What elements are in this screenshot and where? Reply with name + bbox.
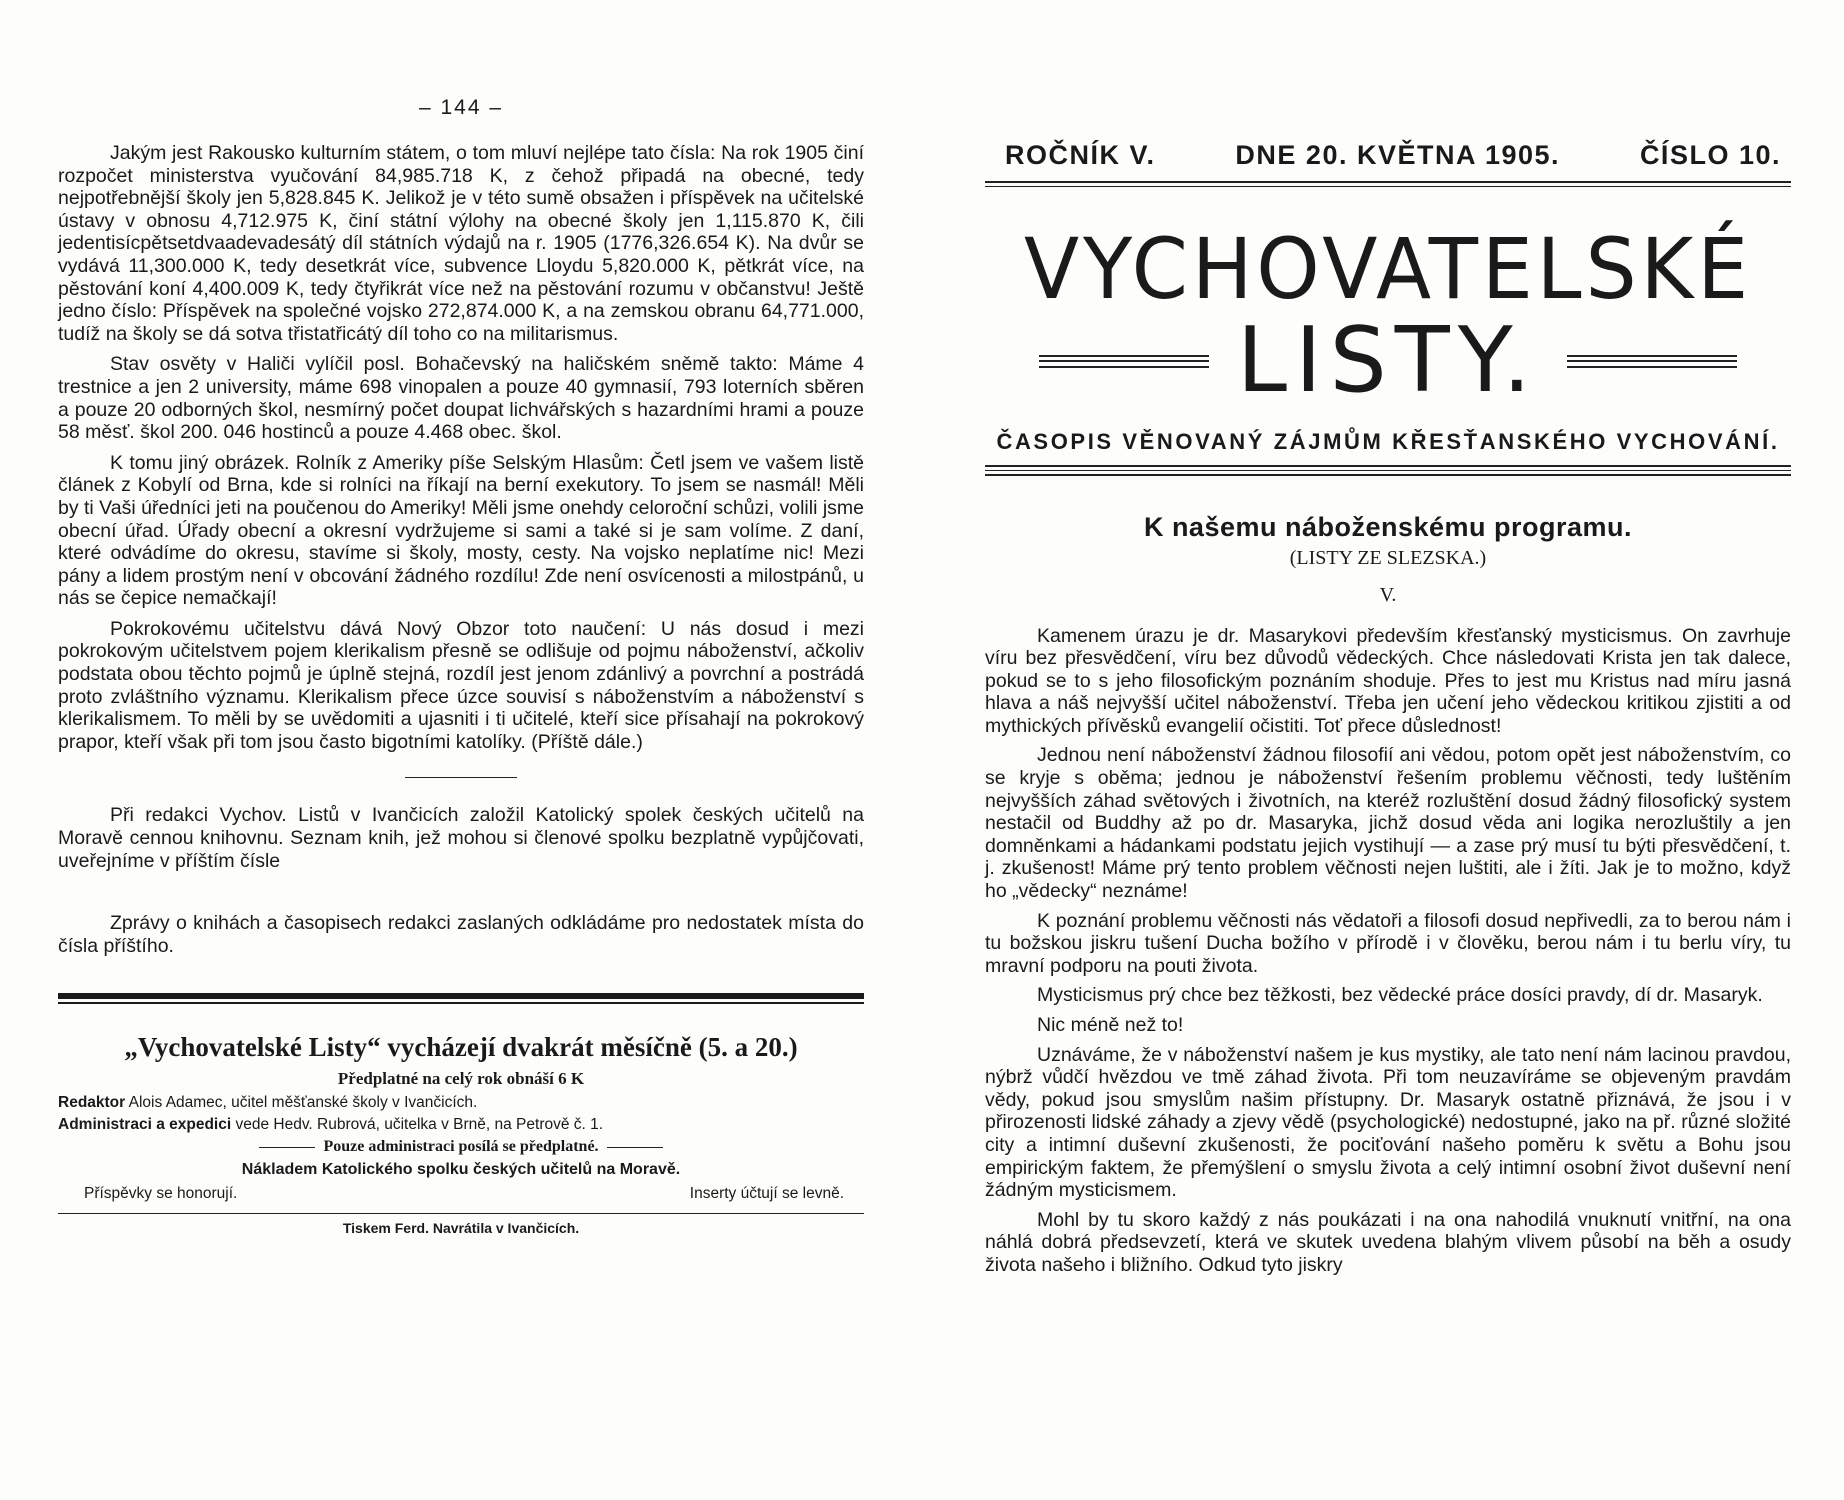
divider: [58, 1002, 864, 1004]
masthead-subtitle: ČASOPIS VĚNOVANÝ ZÁJMŮM KŘESŤANSKÉHO VYCHOVÁNÍ.: [996, 429, 1780, 454]
divider: [985, 470, 1791, 472]
paragraph: K tomu jiný obrázek. Rolník z Ameriky píše Selským Hlasům: Četl jsem ve vašem listě článek z Kobylí od Brna, kde si rolníci na říkají na berní exekutory. To jsem se nasmál! Měli by ti Vaši úředníci jeti na poučenou do Ameriky! Měli jsme onehdy celoroční schůzi, volili jsme obecní úřad. Úřady obecní a okresní vydržujeme si sami a také si je sam volíme. Z daní, které odvádíme do okresu, stavíme si školy, mosty, cesty. Na vojsko neplatíme nic! Mezi pány a lidem prostým není v obcování žádného rozdílu! Zde není osvícenosti a milostpánů, u nás se čepice nemačkají!: [58, 451, 865, 610]
subscriptions-note-line: [58, 1138, 864, 1156]
divider: [985, 181, 1791, 183]
printer-imprint: Tiskem Ferd. Navrátila v Ivančicích.: [342, 1220, 580, 1237]
separator: [405, 777, 517, 778]
ads-note: Inserty účtují se levně.: [689, 1184, 844, 1202]
contributions-note: Příspěvky se honorují.: [84, 1184, 238, 1202]
admin-line: [58, 1116, 864, 1134]
paragraph: K poznání problemu věčnosti nás vědatoři a filosofi dosud nepřivedli, za to berou nám i tu božskou jiskru tušení Ducha božího v přírodě i v člověku, berou nám i tu berlu víry, tu mravní podporu na pouti života.: [985, 909, 1791, 977]
box-title: „Vychovatelské Listy“ vycházejí dvakrát měsíčně (5. a 20.): [124, 1031, 798, 1062]
masthead-line2: [985, 308, 1791, 413]
reviews-notice: Zprávy o knihách a časopisech redakci zaslaných odkládáme pro nedostatek místa do čísla příštího.: [58, 912, 864, 957]
issue-header: [985, 140, 1791, 171]
admin-text: vede Hedv. Rubrová, učitelka v Brně, na Petrově č. 1.: [235, 1115, 604, 1133]
admin-label: Administraci a expedici: [58, 1115, 232, 1133]
editor-line: [58, 1094, 864, 1112]
article-title: K našemu náboženskému programu.: [1143, 511, 1633, 542]
subscriptions-note: Pouze administraci posílá se předplatné.: [323, 1137, 599, 1155]
paragraph: Mohl by tu skoro každý z nás poukázati i na ona nahodilá vnuknutí vnitřní, na ona náhlá dobrá předsevzetí, která ve skutek uvedena blahým vlivem působí na běh a osudy života našeho i bližního. Odkud tyto jiskry: [985, 1208, 1791, 1276]
paragraph: Nic méně než to!: [1037, 1014, 1184, 1036]
page-number: – 144 –: [418, 96, 504, 119]
article-part: V.: [1379, 583, 1397, 606]
paragraph: Jednou není náboženství žádnou filosofií ani vědou, potom opět jest náboženstvím, co se kryje s oběma; jednou je náboženství řešením problemu věčnosti, tedy luštěním nejvyšších záhad světových i životních, na kteréž rozluštění dosud žádný filosofický system nestačil od Buddhy až po dr. Masaryka, jichž dosud věda ani logika nerozluštily a jen domněnkami a hádankami podstatu jejich vystihují — a zase prý musí tu býti přesvědčení, t. j. zkušenost! Máme prý tento problem věčnosti nejen luštiti, ale i žíti. Jak je to možno, když ho „vědecky“ neznáme!: [985, 744, 1791, 903]
rule: [259, 1147, 315, 1148]
article-subtitle: (LISTY ZE SLEZSKA.): [1289, 546, 1487, 569]
fees-row: [84, 1185, 844, 1203]
masthead-title-2: LISTY.: [1236, 308, 1540, 413]
subscription-box: [58, 1032, 864, 1237]
subscription-price: Předplatné na celý rok obnáší 6 K: [337, 1068, 585, 1088]
issue-date: DNE 20. KVĚTNA 1905.: [1235, 140, 1561, 170]
ornamental-rule: [1039, 355, 1209, 368]
volume: ROČNÍK V.: [1005, 140, 1156, 170]
rule: [607, 1147, 663, 1148]
paragraph: Mysticismus prý chce bez těžkosti, bez vědecké práce dosíci pravdy, dí dr. Masaryk.: [1037, 984, 1763, 1007]
divider: [985, 186, 1791, 188]
paragraph: Jakým jest Rakousko kulturním státem, o tom mluví nejlépe tato čísla: Na rok 1905 činí rozpočet ministerstva vyučování 84,985.718 K, z čehož připadá na obecné, tedy nejpotřebnější školy jen 5,828.845 K. Jelikož je v této sumě obsažen i příspěvek na učitelské ústavy v obnosu 4,712.975 K, činí státní výlohy na obecné školy jen 1,115.870 K, čili jedentisícpětsetdvaadevadesátý díl státních výdajů na r. 1905 (1776,326.654 K). Na dvůr se vydává 11,300.000 K, tedy desetkrát více, subvence Lloydu 5,820.000 K, pětkrát více, na pěstování koní 4,400.009 K, tedy čtyřikrát více než na pěstování rozumu v občanstvu! Ještě jedno číslo: Příspěvek na společné vojsko 272,874.000 K, a na zemskou obranu 64,771.000, tudíž na školy se dá sotva třistatřicátý díl toho co na militarismus.: [58, 142, 864, 345]
divider: [985, 465, 1791, 467]
left-page: [58, 96, 864, 1236]
ornamental-rule: [1567, 355, 1737, 368]
editor-text: Alois Adamec, učitel měšťanské školy v Ivančicích.: [128, 1093, 478, 1111]
publisher: Nákladem Katolického spolku českých učitelů na Moravě.: [241, 1160, 681, 1178]
paragraph: Uznáváme, že v náboženství našem je kus mystiky, ale tato není nám lacinou pravdou, nýbrž vůdčí hvězdou ve tmě záhad života. Při tom neuzavíráme se objeveným pravdám vědy, pokud jsou smyslům našim přístupny. Dr. Masaryk ostatně přiznává, že jsou i v přirozenosti lidské záhady a zjevy vědě (psychologické) nedostupné, jako na př. různé složité city a intimní duševní zkušenosti, že pociťování našeho poměru k světu a Bohu jsou empirickým faktem, že přemýšlení o smyslu života a celý intimní osobní život duševní není žádným mysticismem.: [985, 1043, 1791, 1202]
issue-number: ČÍSLO 10.: [1639, 140, 1781, 170]
masthead-title: VYCHOVATELSKÉ: [1023, 220, 1753, 318]
paragraph: Kamenem úrazu je dr. Masarykovi především křesťanský mysticismus. On zavrhuje víru bez přesvědčení, víru bez důvodů vědeckých. Chce následovati Krista jen tak dalece, pokud se to s jeho filosofickým poznáním shoduje. Přes to jest mu Kristus nad míru jasná hlava a náš nejvyšší učitel náboženství. Třeba jen učení jeho vědeckou kritikou zjistiti a od mythických přívěsků evangelií očistiti. Toť přece důslednost!: [985, 624, 1791, 737]
library-notice: Při redakci Vychov. Listů v Ivančicích založil Katolický spolek českých učitelů na Moravě cennou knihovnu. Seznam knih, jež mohou si členové spolku bezplatně vypůjčovati, uveřejníme v příštím čísle: [58, 804, 864, 872]
editor-label: Redaktor: [58, 1093, 126, 1111]
divider: [985, 474, 1791, 476]
paragraph: Stav osvěty v Haliči vylíčil posl. Bohačevský na haličském sněmě takto: Máme 4 trestnice a jen 2 university, máme 698 vinopalen a pouze 40 gymnasií, 793 loterních sběren a pouze 20 odborných škol, nesmírný počet doupat lichvářských s hazardními hrami a pouze 58 měsť. škol 200. 046 hostinců a pouze 4.468 obec. škol.: [58, 353, 864, 444]
divider: [58, 1213, 864, 1215]
paragraph: Pokrokovému učitelstvu dává Nový Obzor toto naučení: U nás dosud i mezi pokrokovým učitelstvem pojem klerikalism přesně se odlišuje od pojmu náboženství, ačkoliv podstata obou těchto pojmů je úplně stejná, rozdíl jest jenom zdánlivý a povrchní a postrádá proto zvláštního významu. Klerikalism přece úzce souvisí s náboženstvím a náboženství s klerikalismem. To měli by se uvědomiti a ujasniti i ti učitelé, kteří sice přísahají na pokrokový prapor, kteří však při tom jsou často bigotními katolíky. (Příště dále.): [58, 617, 864, 753]
right-page: [985, 140, 1791, 1284]
divider: [58, 993, 864, 999]
